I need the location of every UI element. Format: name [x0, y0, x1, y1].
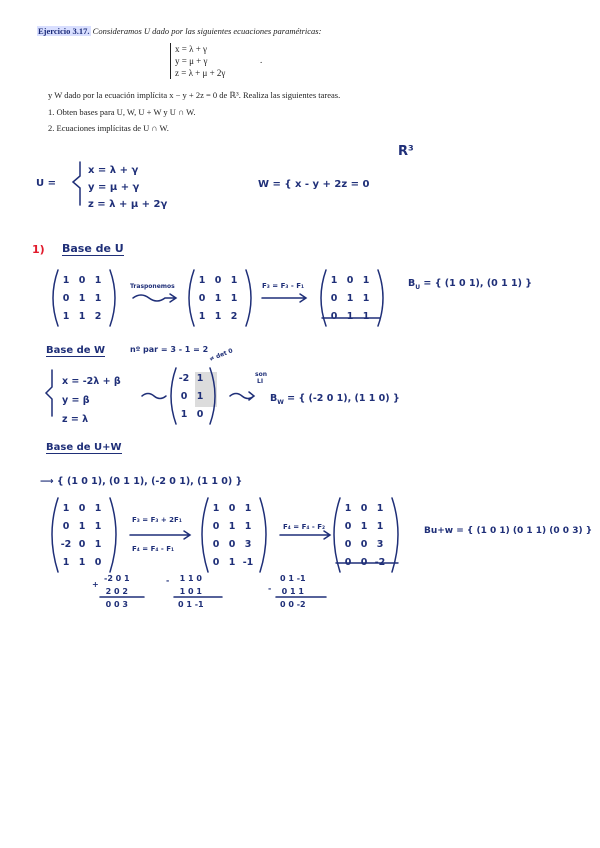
basis-w-value: = { (-2 0 1), (1 1 0) } — [283, 393, 400, 404]
matrix-entry: 0 — [198, 293, 206, 304]
matrix-entry: 1 — [376, 521, 384, 532]
calc-3-sign: - — [268, 584, 272, 593]
basis-u-value: = { (1 0 1), (0 1 1) } — [420, 278, 533, 289]
w-eq-1: x = -2λ + β — [62, 376, 121, 387]
w-note-son: son — [255, 371, 267, 378]
matrix-entry: 0 — [330, 311, 338, 322]
u-eq-3: z = λ + μ + 2γ — [88, 199, 168, 210]
matrix-entry: -2 — [374, 557, 386, 568]
parametric-eq-3: z = λ + μ + 2γ — [175, 68, 226, 78]
squiggle-arrow-w2 — [230, 392, 254, 400]
matrix-entry: 1 — [330, 275, 338, 286]
arrow-op-u — [262, 294, 306, 302]
matrix-entry: -2 — [60, 539, 72, 550]
arrow-op-sum-2 — [280, 531, 330, 539]
calc-2-sign: - — [166, 576, 170, 585]
matrix-entry: 1 — [78, 311, 86, 322]
calc-1-sign: + — [92, 580, 99, 589]
matrix-entry: 1 — [196, 373, 204, 384]
w-eq-2: y = β — [62, 395, 90, 406]
matrix-entry: 1 — [244, 521, 252, 532]
matrix-entry: 1 — [346, 311, 354, 322]
matrix-entry: 2 — [94, 311, 102, 322]
base-w-title: Base de W — [46, 345, 106, 356]
matrix-entry: 1 — [214, 311, 222, 322]
task-2: 2. Ecuaciones implícitas de U ∩ W. — [48, 123, 169, 133]
basis-uw: Bu+w = { (1 0 1) (0 1 1) (0 0 3) } — [424, 526, 593, 536]
matrix-entry: 0 — [228, 539, 236, 550]
matrix-entry: 0 — [62, 521, 70, 532]
op-sum-1a: F₃ = F₃ + 2F₁ — [132, 516, 182, 524]
transpose-label: Trasponemos — [130, 283, 175, 290]
squiggle-arrow-w1 — [142, 394, 166, 399]
matrix-entry: 0 — [180, 391, 188, 402]
statement-line-2: y W dado por la ecuación implícita x − y + 2z = 0 de ℝ³. Realiza las siguientes tareas. — [48, 90, 341, 100]
matrix-entry: 1 — [94, 275, 102, 286]
calc-1-row-1: -2 0 1 — [104, 574, 130, 583]
w-det-note: ≠ det 0 — [208, 347, 234, 363]
matrix-entry: 0 — [214, 275, 222, 286]
matrix-entry: 0 — [330, 293, 338, 304]
u-eq-1: x = λ + γ — [88, 165, 139, 176]
matrix-entry: 0 — [360, 503, 368, 514]
squiggle-arrow-1 — [133, 294, 176, 302]
matrix-entry: 0 — [360, 539, 368, 550]
matrix-entry: 1 — [228, 521, 236, 532]
matrix-entry: 1 — [362, 311, 370, 322]
basis-u-sub: U — [415, 283, 421, 291]
matrix-entry: 0 — [212, 557, 220, 568]
matrix-entry: 1 — [344, 503, 352, 514]
matrix-entry: 1 — [198, 311, 206, 322]
matrix-entry: 1 — [198, 275, 206, 286]
matrix-entry: 0 — [344, 539, 352, 550]
calc-2-row-3: 0 1 -1 — [178, 600, 204, 609]
calc-1-row-3: 0 0 3 — [105, 600, 128, 609]
matrix-entry: 0 — [346, 275, 354, 286]
parametric-eq-1: x = λ + γ — [175, 44, 207, 54]
matrix-entry: 1 — [376, 503, 384, 514]
u-label: U = — [36, 178, 56, 189]
calc-2-row-1: 1 1 0 — [179, 574, 202, 583]
matrix-entry: 0 — [78, 539, 86, 550]
param-count: nº par = 3 - 1 = 2 — [130, 345, 209, 354]
system-end-dot: . — [260, 55, 263, 65]
matrix-entry: 1 — [362, 275, 370, 286]
parametric-eq-2: y = μ + γ — [175, 56, 208, 66]
calc-2-row-2: 1 0 1 — [179, 587, 202, 596]
matrix-entry: 1 — [214, 293, 222, 304]
arrow-op-sum-1 — [130, 531, 190, 539]
w-note-li: LI — [257, 378, 264, 385]
matrix-entry: 1 — [94, 293, 102, 304]
matrix-entry: 0 — [196, 409, 204, 420]
matrix-entry: 0 — [360, 557, 368, 568]
matrix-entry: 3 — [244, 539, 252, 550]
matrix-entry: 0 — [228, 503, 236, 514]
matrix-entry: 1 — [244, 503, 252, 514]
w-equation: W = { x - y + 2z = 0 — [258, 179, 370, 190]
exercise-title: Ejercicio 3.17. — [38, 26, 90, 36]
basis-w-b: B — [270, 393, 278, 404]
matrix-entry: 0 — [344, 557, 352, 568]
w-brace — [46, 370, 52, 416]
matrix-entry: 1 — [346, 293, 354, 304]
part-number: 1) — [32, 243, 45, 256]
matrix-entry: 0 — [62, 293, 70, 304]
op-sum-2: F₄ = F₄ - F₂ — [283, 523, 326, 531]
u-brace — [73, 162, 80, 205]
matrix-entry: 1 — [78, 293, 86, 304]
task-1: 1. Obten bases para U, W, U + W y U ∩ W. — [48, 107, 196, 117]
matrix-entry: 1 — [196, 391, 204, 402]
matrix-entry: 0 — [344, 521, 352, 532]
matrix-entry: 0 — [78, 503, 86, 514]
base-u-title: Base de U — [62, 242, 124, 255]
basis-w-sub: W — [277, 398, 284, 406]
matrix-entry: -1 — [242, 557, 254, 568]
matrix-entry: 1 — [94, 521, 102, 532]
matrix-entry: 1 — [94, 539, 102, 550]
base-uw-title: Base de U+W — [46, 442, 122, 453]
op-sum-1b: F₄ = F₄ - F₁ — [132, 545, 175, 553]
matrix-entry: 1 — [78, 521, 86, 532]
w-eq-3: z = λ — [62, 414, 89, 425]
matrix-entry: 1 — [362, 293, 370, 304]
matrix-entry: 1 — [62, 311, 70, 322]
basis-u-b: B — [408, 278, 416, 289]
calc-1-row-2: 2 0 2 — [105, 587, 128, 596]
matrix-entry: 2 — [230, 311, 238, 322]
matrix-entry: 1 — [62, 503, 70, 514]
matrix-entry: 0 — [94, 557, 102, 568]
matrix-entry: 0 — [212, 539, 220, 550]
matrix-entry: 0 — [212, 521, 220, 532]
matrix-entry: 1 — [212, 503, 220, 514]
matrix-entry: 1 — [230, 275, 238, 286]
u-eq-2: y = μ + γ — [88, 182, 140, 193]
matrix-entry: 1 — [62, 275, 70, 286]
matrix-entry: -2 — [178, 373, 190, 384]
calc-3-row-3: 0 0 -2 — [280, 600, 306, 609]
matrix-entry: 1 — [94, 503, 102, 514]
matrix-entry: 1 — [228, 557, 236, 568]
op-u: F₃ = F₃ - F₁ — [262, 282, 305, 290]
matrix-entry: 1 — [180, 409, 188, 420]
calc-3-row-1: 0 1 -1 — [280, 574, 306, 583]
matrix-entry: 1 — [62, 557, 70, 568]
vector-list: ⟶ { (1 0 1), (0 1 1), (-2 0 1), (1 1 0) } — [40, 476, 243, 487]
matrix-entry: 1 — [230, 293, 238, 304]
matrix-entry: 1 — [360, 521, 368, 532]
statement-intro: Consideramos U dado por las siguientes ecuaciones paramétricas: — [92, 26, 322, 36]
r3-label: R³ — [398, 144, 414, 159]
calc-3-row-2: 0 1 1 — [281, 587, 304, 596]
matrix-entry: 0 — [78, 275, 86, 286]
matrix-entry: 1 — [78, 557, 86, 568]
matrix-entry: 3 — [376, 539, 384, 550]
